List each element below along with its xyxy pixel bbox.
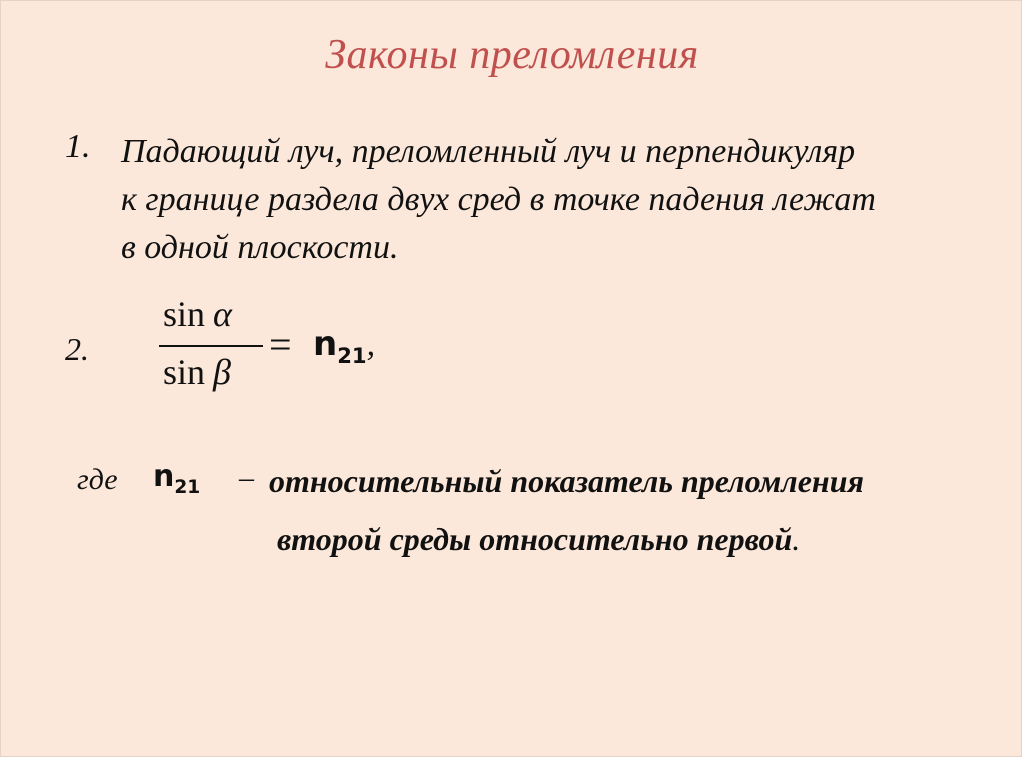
- law-1-line-2: к границе раздела двух сред в точке падения лежат: [121, 181, 876, 218]
- where-word: где: [77, 463, 118, 496]
- law-2-number: 2.: [65, 331, 89, 367]
- denominator-sin: sin: [163, 352, 206, 392]
- beta-symbol: β: [213, 352, 231, 392]
- law-1-text: [121, 128, 1011, 272]
- equals-sign: =: [269, 322, 292, 367]
- n-letter: n: [313, 324, 338, 364]
- fraction-bar: [159, 345, 263, 347]
- refractive-index-symbol: [313, 324, 376, 368]
- alpha-symbol: α: [213, 294, 232, 334]
- fraction-denominator: [163, 351, 231, 393]
- definition-line-1: относительный показатель преломления: [269, 463, 864, 499]
- definition-n-subscript: 21: [174, 477, 201, 499]
- numerator-sin: sin: [163, 294, 206, 334]
- definition-line-2: [277, 521, 800, 558]
- n-subscript: 21: [337, 343, 367, 368]
- slide-title: Законы преломления: [325, 32, 699, 78]
- formula-comma: ,: [366, 326, 376, 363]
- law-1-line-1: Падающий луч, преломленный луч и перпендикуляр: [121, 133, 856, 170]
- definition-end-dot: .: [792, 521, 801, 557]
- definition-n-letter: n: [153, 459, 175, 494]
- definition-line-2-text: второй среды относительно первой: [277, 521, 793, 557]
- law-1-line-3: в одной плоскости.: [121, 229, 399, 266]
- law-1-number: 1.: [65, 128, 91, 165]
- fraction-numerator: [163, 293, 232, 335]
- definition-n-symbol: [153, 459, 201, 499]
- definition-dash: –: [239, 461, 254, 494]
